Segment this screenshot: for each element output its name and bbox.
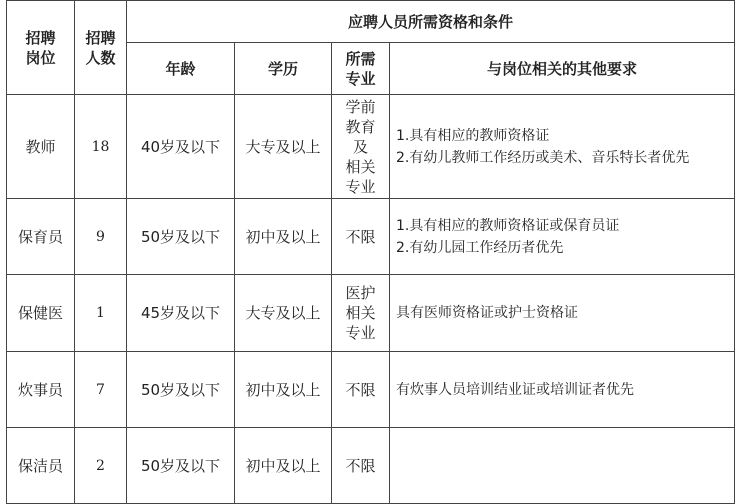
- cell-other-requirements: [390, 199, 735, 275]
- major-line: 不限: [345, 380, 376, 399]
- cell-other-requirements: [390, 275, 735, 352]
- requirement-line: 具有医师资格证或护士资格证: [396, 305, 578, 321]
- major-line: 专业: [345, 324, 376, 342]
- cell-major: [332, 95, 390, 199]
- major-line: 不限: [345, 227, 376, 246]
- cell-position: 保育员: [7, 199, 75, 275]
- requirement-line: 1.具有相应的教师资格证: [396, 127, 550, 144]
- header-major-line1: 所需: [345, 49, 376, 68]
- header-position-line1: 招聘: [25, 28, 56, 47]
- major-line: 不限: [345, 456, 376, 475]
- major-line: 专业: [345, 177, 376, 196]
- requirement-line: 2.有幼儿园工作经历者优先: [396, 239, 564, 256]
- cell-age: 45岁及以下: [127, 275, 235, 352]
- cell-position: 教师: [7, 95, 75, 199]
- table-row: [7, 352, 735, 428]
- table-row: [7, 95, 735, 199]
- cell-education: 大专及以上: [235, 95, 332, 199]
- cell-count: 2: [75, 428, 127, 504]
- cell-major: [332, 199, 390, 275]
- header-education: 学历: [235, 43, 332, 95]
- cell-age: 50岁及以下: [127, 428, 235, 504]
- table-row: [7, 199, 735, 275]
- cell-education: 初中及以上: [235, 428, 332, 504]
- header-position: [7, 1, 75, 95]
- major-line: 教育: [345, 117, 376, 136]
- requirement-line: 有炊事人员培训结业证或培训证者优先: [396, 381, 634, 398]
- cell-position: 保洁员: [7, 428, 75, 504]
- header-age: 年龄: [127, 43, 235, 95]
- header-qualifications: 应聘人员所需资格和条件: [127, 1, 735, 43]
- header-major-line2: 专业: [345, 69, 376, 88]
- header-major: [332, 43, 390, 95]
- major-line: 及: [352, 137, 368, 156]
- requirement-line: 2.有幼儿教师工作经历或美术、音乐特长者优先: [396, 149, 690, 166]
- cell-count: 9: [75, 199, 127, 275]
- cell-education: 初中及以上: [235, 199, 332, 275]
- header-count-line2: 人数: [85, 48, 116, 67]
- cell-age: 50岁及以下: [127, 352, 235, 428]
- cell-other-requirements: [390, 428, 735, 504]
- requirement-line: 1.具有相应的教师资格证或保育员证: [396, 217, 620, 234]
- cell-count: 18: [75, 95, 127, 199]
- cell-count: 7: [75, 352, 127, 428]
- cell-other-requirements: [390, 352, 735, 428]
- cell-count: 1: [75, 275, 127, 352]
- major-line: 相关: [345, 157, 376, 176]
- cell-major: [332, 275, 390, 352]
- recruitment-table: [6, 0, 735, 504]
- header-count: [75, 1, 127, 95]
- major-line: 学前: [345, 97, 376, 116]
- header-count-line1: 招聘: [85, 28, 116, 47]
- major-line: 相关: [345, 304, 376, 322]
- cell-education: 大专及以上: [235, 275, 332, 352]
- header-other: 与岗位相关的其他要求: [390, 43, 735, 95]
- cell-position: 保健医: [7, 275, 75, 352]
- table-row: [7, 275, 735, 352]
- header-position-line2: 岗位: [25, 48, 56, 67]
- table-row: [7, 428, 735, 504]
- cell-age: 50岁及以下: [127, 199, 235, 275]
- major-line: 医护: [345, 284, 376, 302]
- cell-age: 40岁及以下: [127, 95, 235, 199]
- cell-major: [332, 428, 390, 504]
- cell-other-requirements: [390, 95, 735, 199]
- cell-position: 炊事员: [7, 352, 75, 428]
- cell-education: 初中及以上: [235, 352, 332, 428]
- cell-major: [332, 352, 390, 428]
